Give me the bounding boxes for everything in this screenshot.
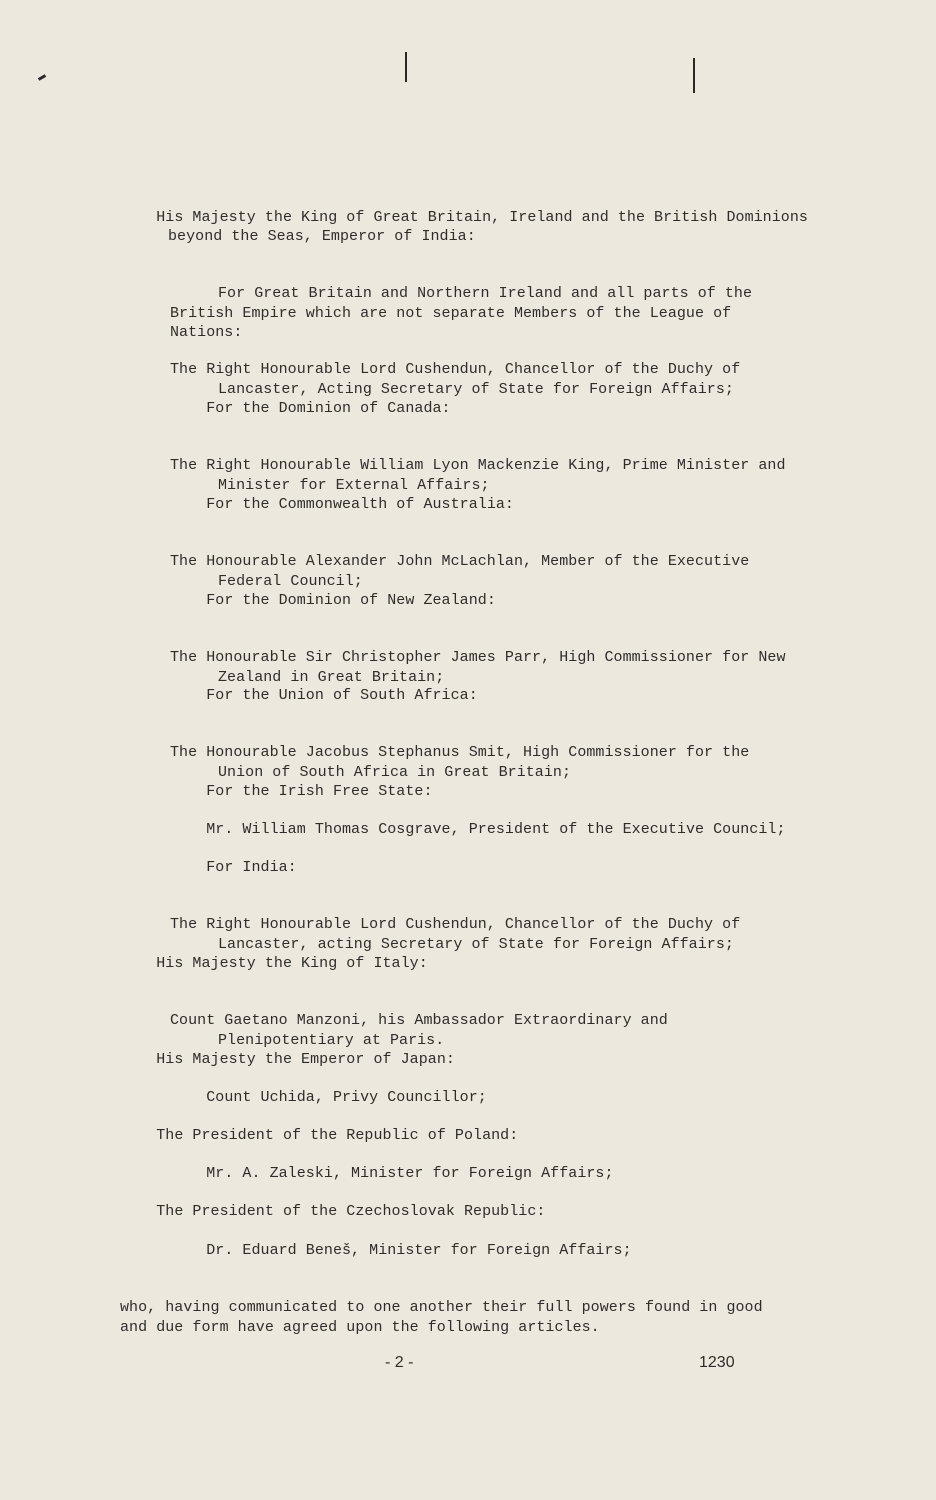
line: The President of the Republic of Poland: — [156, 1126, 519, 1144]
line: For the Union of South Africa: — [206, 686, 478, 704]
line: The Honourable Sir Christopher James Parr, High Commissioner for New — [170, 649, 786, 666]
line: Plenipotentiary at Paris. — [218, 1031, 445, 1049]
ink-mark-top-right — [693, 58, 695, 93]
line: His Majesty the King of Italy: — [156, 954, 428, 972]
line: The Honourable Alexander John McLachlan, Member of the Executive — [170, 553, 750, 570]
ink-mark-left — [38, 74, 46, 81]
line: The Right Honourable William Lyon Mackenzie King, Prime Minister and — [170, 457, 786, 474]
document-number: 1230 — [699, 1354, 735, 1371]
line: For India: — [206, 858, 297, 876]
closing-paragraph — [120, 1259, 763, 1376]
line: The Right Honourable Lord Cushendun, Chancellor of the Duchy of — [170, 361, 741, 378]
line: Count Uchida, Privy Councillor; — [206, 1088, 487, 1106]
line: Federal Council; — [218, 572, 363, 590]
line: For the Dominion of New Zealand: — [206, 591, 496, 609]
line: Lancaster, Acting Secretary of State for Foreign Affairs; — [218, 380, 734, 398]
line: The President of the Czechoslovak Republic: — [156, 1202, 546, 1220]
line: Lancaster, acting Secretary of State for Foreign Affairs; — [218, 935, 734, 953]
line: For the Dominion of Canada: — [206, 399, 451, 417]
line: and due form have agreed upon the following articles. — [120, 1318, 600, 1336]
line: For the Irish Free State: — [206, 782, 433, 800]
line: Union of South Africa in Great Britain; — [218, 763, 572, 781]
line: who, having communicated to one another their full powers found in good — [120, 1299, 763, 1316]
line: Mr. William Thomas Cosgrave, President of the Executive Council; — [206, 820, 786, 838]
line: Nations: — [170, 324, 243, 341]
line: British Empire which are not separate Members of the League of — [170, 304, 732, 322]
page-number: - 2 - — [385, 1354, 414, 1371]
line: Dr. Eduard Beneš, Minister for Foreign Affairs; — [206, 1241, 632, 1259]
line: His Majesty the King of Great Britain, Ireland and the British Dominions — [156, 208, 808, 226]
line: The Honourable Jacobus Stephanus Smit, High Commissioner for the — [170, 744, 750, 761]
line: For Great Britain and Northern Ireland and all parts of the — [218, 285, 753, 302]
line: Minister for External Affairs; — [218, 476, 490, 494]
line: The Right Honourable Lord Cushendun, Chancellor of the Duchy of — [170, 916, 741, 933]
line: Mr. A. Zaleski, Minister for Foreign Affairs; — [206, 1164, 614, 1182]
ink-mark-top-left — [405, 52, 407, 82]
line: beyond the Seas, Emperor of India: — [168, 228, 476, 245]
line: Zealand in Great Britain; — [218, 668, 445, 686]
line: His Majesty the Emperor of Japan: — [156, 1050, 455, 1068]
line: Count Gaetano Manzoni, his Ambassador Extraordinary and — [170, 1012, 668, 1029]
line: For the Commonwealth of Australia: — [206, 495, 514, 513]
